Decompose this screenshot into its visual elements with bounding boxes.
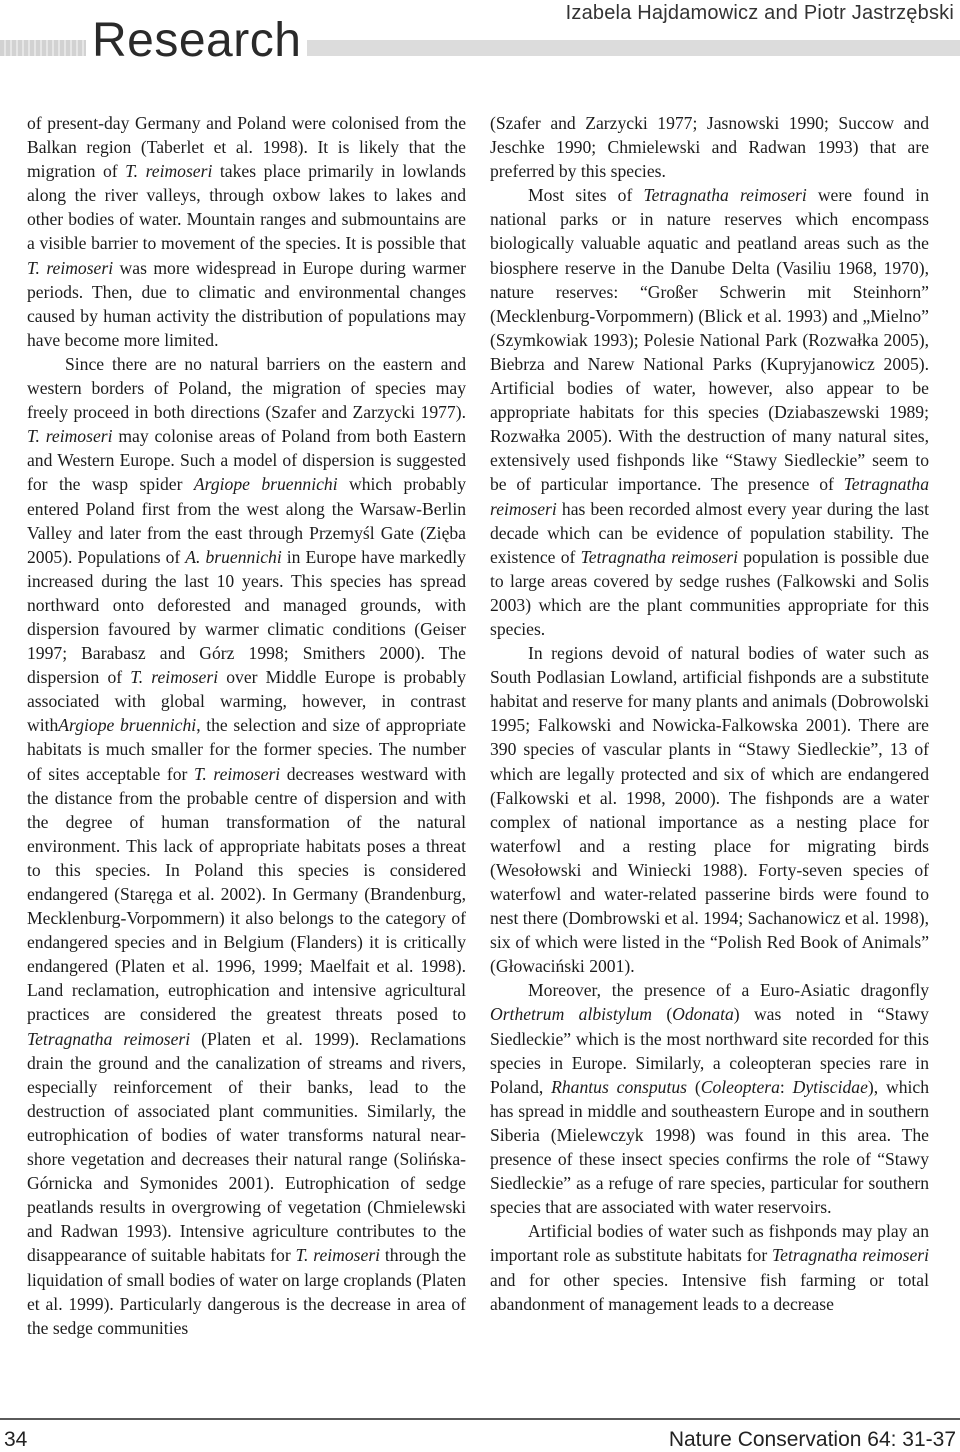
header-band-pattern <box>0 40 86 56</box>
paragraph <box>490 978 929 1219</box>
italic-text-run: Tetragnatha reimoseri <box>643 185 807 206</box>
italic-text-run: Coleoptera <box>700 1076 780 1097</box>
italic-text-run: Argiope bruennichi <box>193 474 338 495</box>
italic-text-run: T. reimoseri <box>193 763 281 784</box>
text-run: Since there are no natural barriers on the eastern and western borders of Poland, the migration of species may freely proceed in both directions (Szafer and Zarzycki 1977). <box>27 353 466 423</box>
italic-text-run: T. reimoseri <box>125 161 213 182</box>
left-text-column <box>27 111 466 1363</box>
text-run: population is possible due to large areas covered by sedge rushes (Falkowski and Solis 2003) which are the plant communities appropriate for this species. <box>490 546 929 639</box>
paragraph <box>490 111 929 183</box>
text-run: : <box>779 1076 793 1097</box>
text-run: In regions devoid of natural bodies of water such as South Podlasian Lowland, artificial fishponds are a substitute habitat and reserve for many plants and animals (Dobrowolski 1995; Falkowski and Nowicka-Falkowska 2001). There are 390 species of vascular plants in “Stawy Siedleckie”, 13 of which are legally protected and six of which are endangered (Falkowski et al. 1998, 2000). The fishponds are a water complex of national importance as a nesting place for waterfowl and a resting place for migrating birds (Wesołowski and Winiecki 1988). Forty-seven species of waterfowl and water-related passerine birds were found to nest there (Dombrowski et al. 1994; Sachanowicz et al. 1998), six of which were listed in the “Polish Red Book of Animals” (Głowaciński 2001). <box>490 643 929 977</box>
italic-text-run: Odonata <box>672 1004 734 1025</box>
italic-text-run: T. reimoseri <box>130 667 219 688</box>
text-run: ( <box>651 1004 673 1025</box>
text-run: ( <box>687 1076 701 1097</box>
text-run: of present-day Germany and Poland were colonised from the Balkan region (Taberlet et al. 1998). It is likely that the migration of <box>27 113 466 182</box>
text-run: which probably entered Poland first from the west along the Warsaw-Berlin Valley and later from the east through Przemyśl Gate (Zięba 2005). Populations of <box>27 474 466 567</box>
text-run: takes place primarily in lowlands along the river valleys, through oxbow lakes to lakes and other bodies of water. Mountain ranges and submountains are a visible barrier to movement of the species. It is possible that <box>27 161 466 254</box>
footer-rule <box>0 1418 960 1420</box>
text-run: may colonise areas of Poland from both Eastern and Western Europe. Such a model of dispersion is suggested for the wasp spider <box>27 426 466 495</box>
text-run: (Platen et al. 1999). Reclamations drain the ground and the canalization of streams and rivers, especially reinforcement of their banks, lead to the destruction of associated plant communities. Similarly, the eutrophication of bodies of water transforms natural near-shore vegetation and decreases their natural range (Solińska-Górnicka and Symonides 2001). Eutrophication of sedge peatlands results in overgrowing of vegetation (Chmielewski and Radwan 1993). Intensive agriculture contributes to the disappearance of suitable habitats for <box>27 1028 466 1266</box>
text-run: Most sites of <box>528 185 644 206</box>
italic-text-run: Rhantus consputus <box>551 1076 688 1097</box>
text-run: decreases westward with the distance from the probable centre of dispersion and with the degree of human transformation of the natural environment. This lack of appropriate habitats poses a threat to this species. In Poland this species is considered endangered (Staręga et al. 2002). In Germany (Brandenburg, Mecklenburg-Vorpommern) it also belongs to the category of endangered species and in Belgium (Flanders) it is critically endangered (Platen et al. 1996, 1999; Maelfait et al. 1998). Land reclamation, eutrophication and intensive agricultural practices are considered the greatest threats posed to <box>27 763 466 1025</box>
italic-text-run: A. bruennichi <box>185 546 282 567</box>
text-run: has been recorded almost every year during the last decade which can be evidence of population stability. The existence of <box>490 498 929 567</box>
text-run: (Szafer and Zarzycki 1977; Jasnowski 1990; Succow and Jeschke 1990; Chmielewski and Radwan 1993) that are preferred by this species. <box>490 113 929 182</box>
text-run: ), which has spread in middle and southeastern Europe and in southern Siberia (Mielewczyk 1998) was found in this area. The presence of these insect species confirms the role of “Stawy Siedleckie” as a refuge of rare species, particular for southern species that are associated with water reservoirs. <box>490 1076 929 1218</box>
italic-text-run: Tetragnatha reimoseri <box>580 546 738 567</box>
right-text-column <box>490 111 929 1363</box>
italic-text-run: Tetragnatha reimoseri <box>27 1028 191 1049</box>
italic-text-run: T. reimoseri <box>27 257 114 278</box>
text-run: , the selection and size of appropriate habitats is much smaller for the former species. The number of sites acceptable for <box>27 715 466 784</box>
italic-text-run: Dytiscidae <box>792 1076 868 1097</box>
italic-text-run: T. reimoseri <box>27 426 113 447</box>
section-title: Research <box>86 14 307 68</box>
text-run: Artificial bodies of water such as fishponds may play an important role as substitute habitats for <box>490 1221 929 1266</box>
paragraph <box>27 111 466 352</box>
italic-text-run: Orthetrum albistylum <box>490 1004 652 1025</box>
text-run: in Europe have markedly increased during the last 10 years. This species has spread northward onto deforested and managed grounds, with dispersion favoured by warmer climatic conditions (Geiser 1997; Barabasz and Górz 1998; Smithers 2000). The dispersion of <box>27 546 466 688</box>
text-run: Moreover, the presence of a Euro-Asiatic dragonfly <box>528 980 929 1001</box>
italic-text-run: T. reimoseri <box>295 1245 381 1266</box>
text-run: and for other species. Intensive fish farming or total abandonment of management leads to a decrease <box>490 1269 929 1314</box>
italic-text-run: Tetragnatha reimoseri <box>490 474 929 519</box>
paragraph <box>490 183 929 641</box>
running-header-authors: Izabela Hajdamowicz and Piotr Jastrzębski <box>565 2 954 24</box>
paragraph <box>27 352 466 1340</box>
text-run: ) was noted in “Stawy Siedleckie” which is the most northward site recorded for this species in Europe. Similarly, a coleopteran species rare in Poland, <box>490 1004 929 1097</box>
text-run: was more widespread in Europe during warmer periods. Then, due to climatic and environmental changes caused by human activity the distribution of populations may have become more limited. <box>27 257 466 350</box>
page-number: 34 <box>4 1428 28 1451</box>
italic-text-run: Tetragnatha reimoseri <box>772 1245 929 1266</box>
paragraph <box>490 641 929 978</box>
journal-citation: Nature Conservation 64: 31-37 <box>668 1428 956 1451</box>
text-run: were found in national parks or in nature reserves which encompass biologically valuable aquatic and peatland areas such as the biosphere reserve in the Danube Delta (Vasiliu 1968, 1970), nature reserves: “Großer Schwerin mit Steinhorn” (Mecklenburg-Vorpommern) (Blick et al. 1993) and „Mielno” (Szymkowiak 1993); Polesie National Park (Rozwałka 2005), Biebrza and Narew National Parks (Kupryjanowicz 2005). Artificial bodies of water, however, also appear to be appropriate habitats for this species (Dziabaszewski 1989; Rozwałka 2005). With the destruction of many natural sites, extensively used fishponds like “Stawy Siedleckie” seem to be of particular importance. The presence of <box>490 185 929 495</box>
text-run: through the liquidation of small bodies of water on large croplands (Platen et al. 1999). Particularly dangerous is the decrease in area of the sedge communities <box>27 1245 466 1338</box>
italic-text-run: Argiope bruennichi <box>58 715 197 736</box>
text-run: over Middle Europe is probably associated with global warming, however, in contrast with <box>27 667 466 736</box>
paragraph <box>490 1219 929 1315</box>
